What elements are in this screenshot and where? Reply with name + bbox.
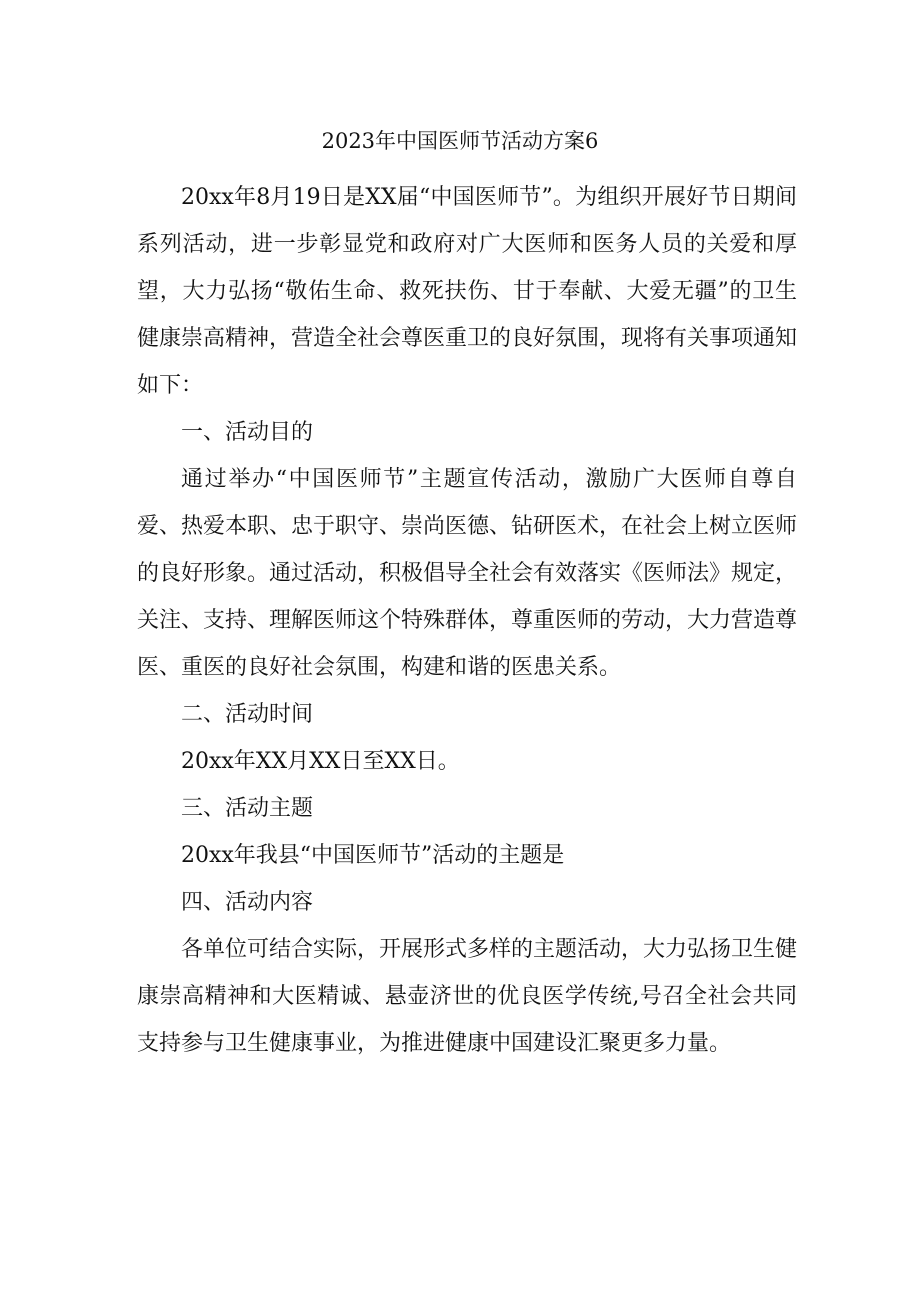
section-heading-purpose: 一、活动目的	[181, 420, 314, 445]
section-content-purpose: 通过举办“中国医师节”主题宣传活动，激励广大医师自尊自爱、热爱本职、忠于职守、崇尚医德、钻研医术，在社会上树立医师的良好形象。通过活动，积极倡导全社会有效落实《医师法》规定，关注、支持、理解医师这个特殊群体，尊重医师的劳动，大力营造尊医、重医的良好社会氛围，构建和谐的医患关系。	[137, 467, 798, 680]
section-heading-time: 二、活动时间	[181, 702, 314, 727]
section-heading-theme: 三、活动主题	[181, 796, 314, 821]
section-content-theme: 20xx年我县“中国医师节”活动的主题是	[181, 843, 565, 868]
section-content-time: 20xx年XX月XX日至XX日。	[181, 749, 460, 774]
document-title: 2023年中国医师节活动方案6	[321, 129, 599, 153]
section-content-content: 各单位可结合实际，开展形式多样的主题活动，大力弘扬卫生健康崇高精神和大医精诚、悬壶济世的优良医学传统,号召全社会共同支持参与卫生健康事业，为推进健康中国建设汇聚更多力量。	[137, 937, 798, 1056]
document-body	[137, 174, 797, 1067]
section-heading-content: 四、活动内容	[181, 890, 314, 915]
intro-paragraph: 20xx年8月19日是XX届“中国医师节”。为组织开展好节日期间系列活动，进一步彰显党和政府对广大医师和医务人员的关爱和厚望，大力弘扬“敬佑生命、救死扶伤、甘于奉献、大爱无疆”的卫生健康崇高精神，营造全社会尊医重卫的良好氛围，现将有关事项通知如下：	[137, 185, 798, 398]
